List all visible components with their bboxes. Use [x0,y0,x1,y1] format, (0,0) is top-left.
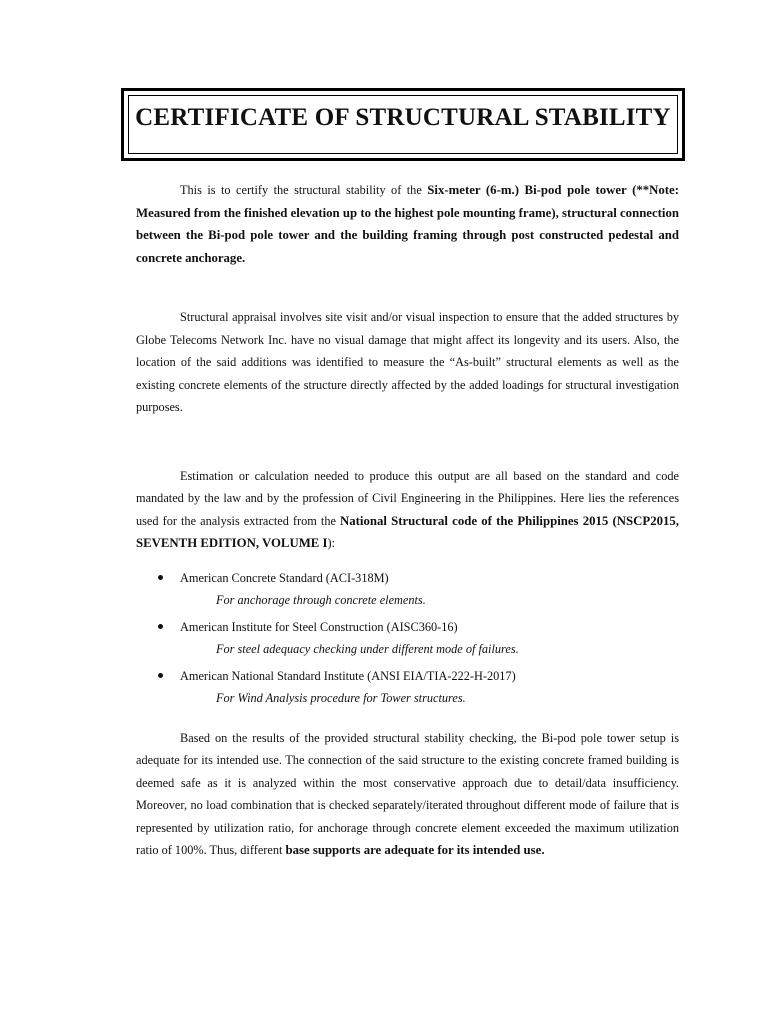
document-body [136,179,679,862]
references-intro-text: Estimation or calculation needed to produce this output are all based on the standard and code mandated by the law and by the profession of Civil Engineering in the Philippines. Here lies the references used for the analysis extracted from the [136,468,679,528]
conclusion-paragraph [136,727,679,862]
reference-name: American Institute for Steel Construction (AISC360-16) [180,619,458,634]
reference-name: American Concrete Standard (ACI-318M) [180,570,389,585]
appraisal-paragraph: Structural appraisal involves site visit and/or visual inspection to ensure that the added structures by Globe Telecoms Network Inc. have no visual damage that might affect its longevity and its users. Also, the location of the said additions was identified to measure the “As-built” structural elements as well as the existing concrete elements of the structure directly affected by the added loadings for structural investigation purposes. [136,310,679,414]
certification-text: This is to certify the structural stability of the [180,183,428,197]
reference-list [136,567,679,710]
title-frame [121,88,685,161]
page-title: CERTIFICATE OF STRUCTURAL STABILITY [135,104,671,131]
conclusion-statement: base supports are adequate for its intended use. [285,843,545,857]
reference-note: For steel adequacy checking under different mode of failures. [216,642,519,656]
conclusion-text: Based on the results of the provided structural stability checking, the Bi-pod pole tower setup is adequate for its intended use. The connection of the said structure to the existing concrete framed building is deemed safe as it is analyzed within the most conservative approach due to detail/data insufficiency. Moreover, no load combination that is checked separately/iterated throughout different mode of failure that is represented by utilization ratio, for anchorage through concrete element exceeded the maximum utilization ratio of 100%. Thus, different [136,730,679,857]
code-name-suffix: ): [327,536,336,550]
list-item [136,616,679,661]
code-name: National Structural code of the Philippines 2015 (NSCP2015, SEVENTH EDITION, VOLUME I [136,513,679,550]
title-inner-frame [128,95,678,154]
certification-paragraph [136,179,679,269]
reference-note: For Wind Analysis procedure for Tower structures. [216,691,466,705]
reference-name: American National Standard Institute (ANSI EIA/TIA-222-H-2017) [180,668,516,683]
bullet-icon [158,575,163,580]
list-item [136,665,679,710]
certification-subject: Six-meter (6-m.) Bi-pod pole tower (**Note: Measured from the finished elevation up to the highest pole mounting frame), structural connection between the Bi-pod pole tower and the building framing through post constructed pedestal and concrete anchorage. [136,183,679,265]
references-intro-paragraph [136,465,679,555]
list-item [136,567,679,612]
bullet-icon [158,624,163,629]
reference-note: For anchorage through concrete elements. [216,593,426,607]
bullet-icon [158,673,163,678]
